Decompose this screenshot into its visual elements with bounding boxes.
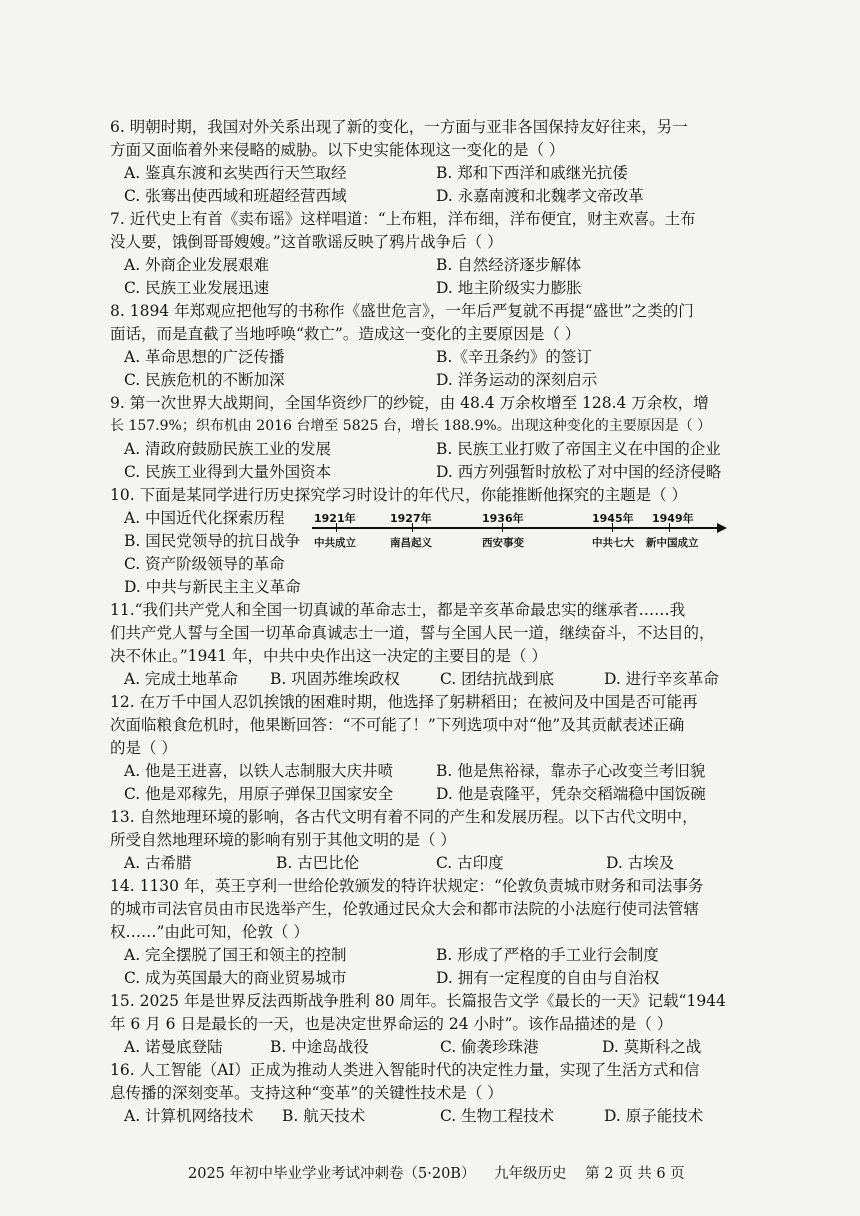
- q12-stem-line3: 的是（ ）: [110, 739, 177, 757]
- q9-option-b: B. 民族工业打败了帝国主义在中国的企业: [436, 440, 721, 458]
- q7-stem-line2: 没人要，饿倒哥哥嫂嫂。”这首歌谣反映了鸦片战争后（ ）: [110, 233, 503, 251]
- q13-option-c: C. 古印度: [436, 854, 504, 872]
- q9-stem-line2: 长 157.9%；织布机由 2016 台增至 5825 台，增长 188.9%。出现这种变化的主要原因是（ ）: [110, 418, 712, 434]
- q11-option-b: B. 巩固苏维埃政权: [270, 670, 400, 688]
- q16-option-b: B. 航天技术: [282, 1107, 366, 1125]
- q10-option-a: A. 中国近代化探索历程: [124, 509, 285, 527]
- q8-option-b: B.《辛丑条约》的签订: [436, 348, 592, 366]
- footer-page-number: 第 2 页 共 6 页: [585, 1166, 685, 1182]
- q10-option-d: D. 中共与新民主主义革命: [124, 578, 301, 596]
- q13-option-b: B. 古巴比伦: [276, 854, 360, 872]
- timeline-event: 中共成立: [314, 537, 356, 549]
- q12-option-b: B. 他是焦裕禄，靠赤子心改变兰考旧貌: [436, 762, 706, 780]
- q7-stem-line1: 7. 近代史上有首《卖布谣》这样唱道：“上布粗，洋布细，洋布便宜，财主欢喜。土布: [110, 210, 696, 228]
- q8-stem-line2: 面话，而是直截了当地呼唤“救亡”。造成这一变化的主要原因是（ ）: [110, 325, 581, 343]
- q16-option-c: C. 生物工程技术: [440, 1107, 555, 1125]
- q7-option-a: A. 外商企业发展艰难: [124, 256, 270, 274]
- q16-option-a: A. 计算机网络技术: [124, 1107, 254, 1125]
- q9-option-d: D. 西方列强暂时放松了对中国的经济侵略: [436, 463, 722, 481]
- timeline-event: 中共七大: [592, 537, 634, 549]
- q13-stem-line2: 所受自然地理环境的影响有别于其他文明的是（ ）: [110, 831, 456, 849]
- q12-stem-line1: 12. 在万千中国人忍饥挨饿的困难时期，他选择了躬耕稻田；在被问及中国是否可能再: [110, 693, 698, 711]
- timeline-event: 西安事变: [482, 537, 524, 549]
- q14-option-c: C. 成为英国最大的商业贸易城市: [124, 969, 347, 987]
- q16-stem-line2: 息传播的深刻变革。支持这种“变革”的关键性技术是（ ）: [110, 1084, 503, 1102]
- footer-exam-title: 2025 年初中毕业学业考试冲刺卷（5·20B）: [188, 1166, 476, 1182]
- q10-option-c: C. 资产阶级领导的革命: [124, 555, 285, 573]
- q10-timeline: [312, 510, 732, 560]
- q6-stem-line2: 方面又面临着外来侵略的威胁。以下史实能体现这一变化的是（ ）: [110, 141, 565, 159]
- timeline-year: 1927年: [390, 512, 432, 525]
- q7-option-b: B. 自然经济逐步解体: [436, 256, 582, 274]
- q8-option-a: A. 革命思想的广泛传播: [124, 348, 285, 366]
- timeline-event: 南昌起义: [390, 537, 432, 549]
- q10-option-b: B. 国民党领导的抗日战争: [124, 532, 301, 550]
- q6-stem-line1: 6. 明朝时期，我国对外关系出现了新的变化，一方面与亚非各国保持友好往来，另一: [110, 118, 688, 136]
- q7-option-d: D. 地主阶级实力膨胀: [436, 279, 582, 297]
- q12-option-c: C. 他是邓稼先，用原子弹保卫国家安全: [124, 785, 394, 803]
- q12-stem-line2: 次面临粮食危机时，他果断回答：“不可能了！”下列选项中对“他”及其贡献表述正确: [110, 716, 685, 734]
- q12-option-d: D. 他是袁隆平，凭杂交稻端稳中国饭碗: [436, 785, 706, 803]
- q13-option-a: A. 古希腊: [124, 854, 192, 872]
- q13-stem-line1: 13. 自然地理环境的影响，各古代文明有着不同的产生和发展历程。以下古代文明中，: [110, 808, 698, 826]
- q11-option-a: A. 完成土地革命: [124, 670, 239, 688]
- q6-option-c: C. 张骞出使西域和班超经营西域: [124, 187, 347, 205]
- q6-option-a: A. 鉴真东渡和玄奘西行天竺取经: [124, 164, 347, 182]
- q15-option-c: C. 偷袭珍珠港: [440, 1038, 539, 1056]
- q12-option-a: A. 他是王进喜，以铁人志制服大庆井喷: [124, 762, 394, 780]
- q6-option-d: D. 永嘉南渡和北魏孝文帝改革: [436, 187, 644, 205]
- q16-stem-line1: 16. 人工智能（AI）正成为推动人类进入智能时代的决定性力量，实现了生活方式和信: [110, 1061, 700, 1079]
- q14-option-a: A. 完全摆脱了国王和领主的控制: [124, 946, 347, 964]
- timeline-event: 新中国成立: [646, 537, 699, 549]
- timeline-axis: [312, 527, 720, 529]
- q8-stem-line1: 8. 1894 年郑观应把他写的书称作《盛世危言》，一年后严复就不再提“盛世”之类的门: [110, 302, 694, 320]
- q14-option-b: B. 形成了严格的手工业行会制度: [436, 946, 659, 964]
- q14-stem-line3: 权……”由此可知，伦敦（ ）: [110, 923, 309, 941]
- q14-option-d: D. 拥有一定程度的自由与自治权: [436, 969, 660, 987]
- timeline-year: 1921年: [314, 512, 356, 525]
- q8-option-d: D. 洋务运动的深刻启示: [436, 371, 598, 389]
- timeline-year: 1936年: [482, 512, 524, 525]
- q11-stem-line2: 们共产党人誓与全国一切革命真诚志士一道，誓与全国人民一道，继续奋斗，不达目的，: [110, 624, 715, 642]
- timeline-year: 1945年: [592, 512, 634, 525]
- q13-option-d: D. 古埃及: [606, 854, 675, 872]
- q11-option-d: D. 进行辛亥革命: [604, 670, 719, 688]
- q11-stem-line1: 11.“我们共产党人和全国一切真诚的革命志士，都是辛亥革命最忠实的继承者……我: [110, 601, 686, 619]
- q10-stem: 10. 下面是某同学进行历史探究学习时设计的年代尺，你能推断他探究的主题是（ ）: [110, 486, 688, 504]
- q15-option-a: A. 诺曼底登陆: [124, 1038, 223, 1056]
- q14-stem-line2: 的城市司法官员由市民选举产生，伦敦通过民众大会和都市法院的小法庭行使司法管辖: [110, 900, 700, 918]
- q11-option-c: C. 团结抗战到底: [440, 670, 555, 688]
- q15-stem-line2: 年 6 月 6 日是最长的一天，也是决定世界命运的 24 小时”。该作品描述的是（ ）: [110, 1015, 673, 1033]
- q14-stem-line1: 14. 1130 年，英王亨利一世给伦敦颁发的特许状规定：“伦敦负责城市财务和司法事务: [110, 877, 704, 895]
- q15-option-d: D. 莫斯科之战: [602, 1038, 702, 1056]
- timeline-year: 1949年: [652, 512, 694, 525]
- q11-stem-line3: 决不休止。”1941 年，中共中央作出这一决定的主要目的是（ ）: [110, 647, 547, 665]
- q9-option-c: C. 民族工业得到大量外国资本: [124, 463, 332, 481]
- footer-subject: 九年级历史: [494, 1166, 567, 1182]
- q15-option-b: B. 中途岛战役: [270, 1038, 369, 1056]
- q16-option-d: D. 原子能技术: [604, 1107, 704, 1125]
- q15-stem-line1: 15. 2025 年是世界反法西斯战争胜利 80 周年。长篇报告文学《最长的一天》记载“1944: [110, 992, 726, 1010]
- q6-option-b: B. 郑和下西洋和戚继光抗倭: [436, 164, 628, 182]
- q9-option-a: A. 清政府鼓励民族工业的发展: [124, 440, 332, 458]
- q9-stem-line1: 9. 第一次世界大战期间，全国华资纱厂的纱锭，由 48.4 万余枚增至 128.4 万余枚，增: [110, 394, 709, 412]
- page-footer: [188, 1162, 699, 1183]
- q7-option-c: C. 民族工业发展迅速: [124, 279, 270, 297]
- timeline-arrow-icon: [717, 523, 727, 533]
- q8-option-c: C. 民族危机的不断加深: [124, 371, 285, 389]
